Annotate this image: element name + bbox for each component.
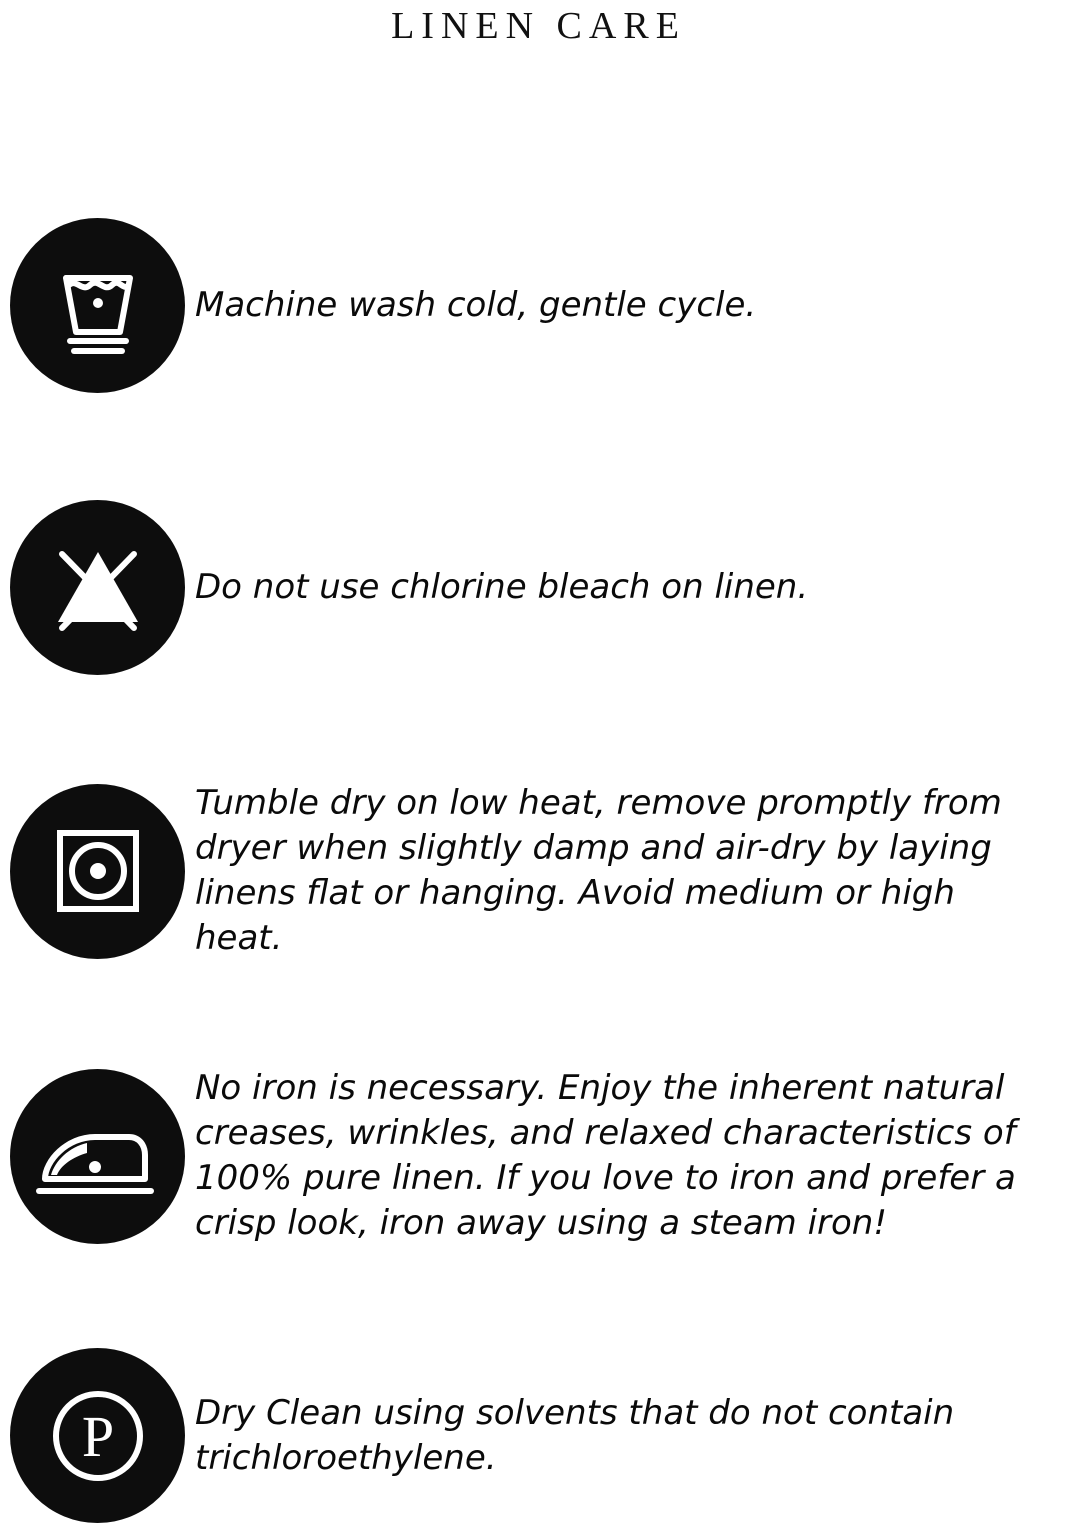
list-item [0,781,1077,961]
icon-cell [0,218,195,393]
svg-text:P: P [81,1403,114,1469]
icon-cell [0,1069,195,1244]
list-item [0,500,1077,675]
iron-icon [10,1069,185,1244]
care-instruction-text: Machine wash cold, gentle cycle. [195,285,757,325]
text-cell [195,1066,1077,1246]
tumble-dry-low-icon [10,784,185,959]
care-instruction-text: Do not use chlorine bleach on linen. [195,567,809,607]
machine-wash-icon [10,218,185,393]
list-item [0,1348,1077,1523]
page-title: LINEN CARE [391,5,686,47]
icon-cell [0,784,195,959]
icon-cell [0,500,195,675]
text-cell [195,283,1077,328]
text-cell [195,1391,1077,1481]
text-cell [195,781,1077,961]
do-not-bleach-icon [10,500,185,675]
list-item [0,218,1077,393]
icon-cell [0,1348,195,1523]
dry-clean-p-icon [10,1348,185,1523]
care-instruction-text: Dry Clean using solvents that do not contain trichloroethylene. [195,1392,955,1478]
text-cell [195,565,1077,610]
list-item [0,1066,1077,1246]
care-instruction-text: Tumble dry on low heat, remove promptly from dryer when slightly damp and air-dry by laying linens flat or hanging. Avoid medium or high heat. [195,783,1002,958]
care-instruction-text: No iron is necessary. Enjoy the inherent natural creases, wrinkles, and relaxed characteristics of 100% pure linen. If you love to iron and prefer a crisp look, iron away using a steam iron! [195,1068,1016,1243]
